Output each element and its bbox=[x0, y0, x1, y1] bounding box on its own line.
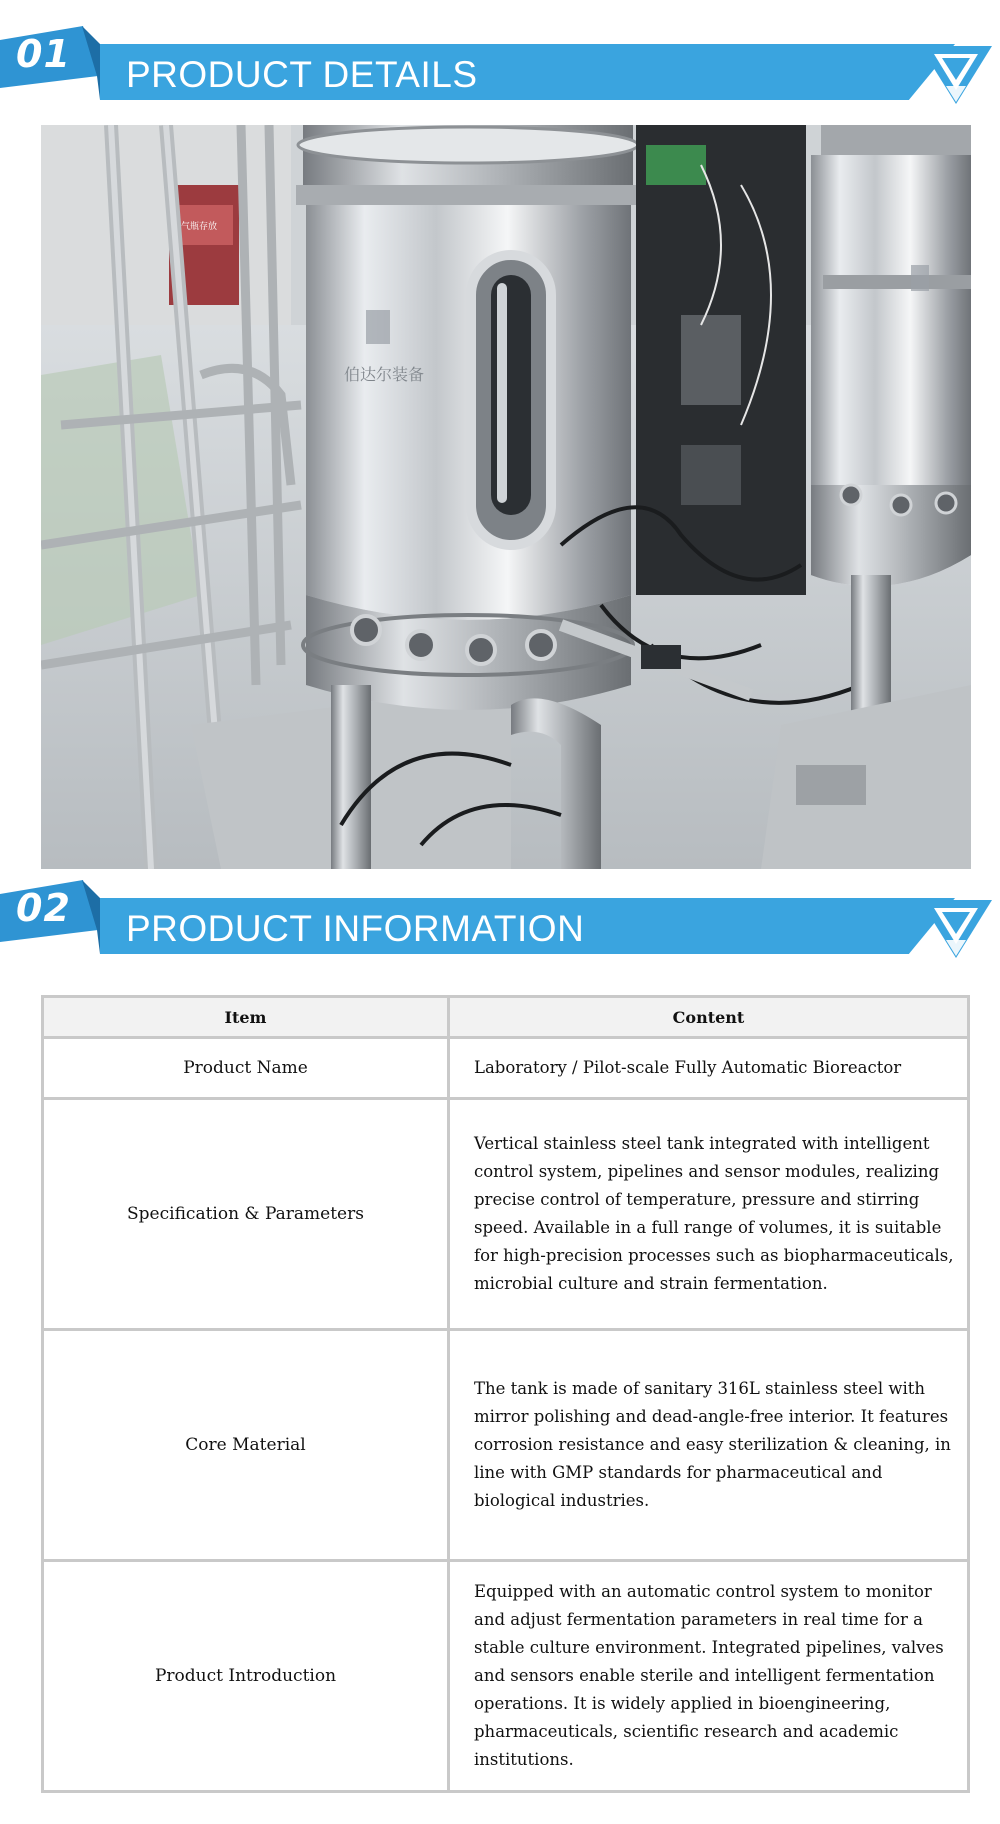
section-number-tab bbox=[0, 880, 100, 954]
table-row bbox=[43, 1330, 969, 1561]
brand-v-logo-icon bbox=[916, 46, 996, 106]
svg-text:气瓶存放: 气瓶存放 bbox=[181, 222, 218, 232]
section-title: PRODUCT INFORMATION bbox=[126, 908, 585, 949]
product-photo bbox=[41, 125, 971, 869]
row-content: Vertical stainless steel tank integrated with intelligent control system, pipelines and sensor modules, realizing precise control of temperature, pressure and stirring speed. Available in a full range of volumes, it is suitable for high-precision processes such as biopharmaceuticals, microbial culture and strain fermentation. bbox=[449, 1099, 969, 1330]
row-item-label: Specification & Parameters bbox=[43, 1099, 449, 1330]
section-number: 01 bbox=[16, 32, 71, 76]
row-item-label: Product Introduction bbox=[43, 1561, 449, 1792]
header-content: Content bbox=[449, 997, 969, 1038]
section-number: 02 bbox=[16, 886, 71, 930]
section-banner-details bbox=[0, 26, 1000, 102]
row-item-label: Product Name bbox=[43, 1038, 449, 1099]
header-item: Item bbox=[43, 997, 449, 1038]
table-row bbox=[43, 1099, 969, 1330]
product-info-table bbox=[41, 995, 970, 1793]
table-row bbox=[43, 1561, 969, 1792]
row-content: The tank is made of sanitary 316L stainless steel with mirror polishing and dead-angle-free interior. It features corrosion resistance and easy sterilization & cleaning, in line with GMP standards for pharmaceutical and biological industries. bbox=[449, 1330, 969, 1561]
row-content: Equipped with an automatic control system to monitor and adjust fermentation parameters in real time for a stable culture environment. Integrated pipelines, valves and sensors enable sterile and intelligent fermentation operations. It is widely applied in bioengineering, pharmaceuticals, scientific research and academic institutions. bbox=[449, 1561, 969, 1792]
table-row bbox=[43, 1038, 969, 1099]
bioreactor-illustration bbox=[41, 125, 971, 869]
svg-text:伯达尔装备: 伯达尔装备 bbox=[344, 365, 425, 384]
section-title: PRODUCT DETAILS bbox=[126, 54, 478, 95]
table-header-row bbox=[43, 997, 969, 1038]
brand-v-logo-icon bbox=[916, 900, 996, 960]
section-banner-information bbox=[0, 880, 1000, 956]
row-content: Laboratory / Pilot-scale Fully Automatic Bioreactor bbox=[449, 1038, 969, 1099]
row-item-label: Core Material bbox=[43, 1330, 449, 1561]
section-number-tab bbox=[0, 26, 100, 100]
